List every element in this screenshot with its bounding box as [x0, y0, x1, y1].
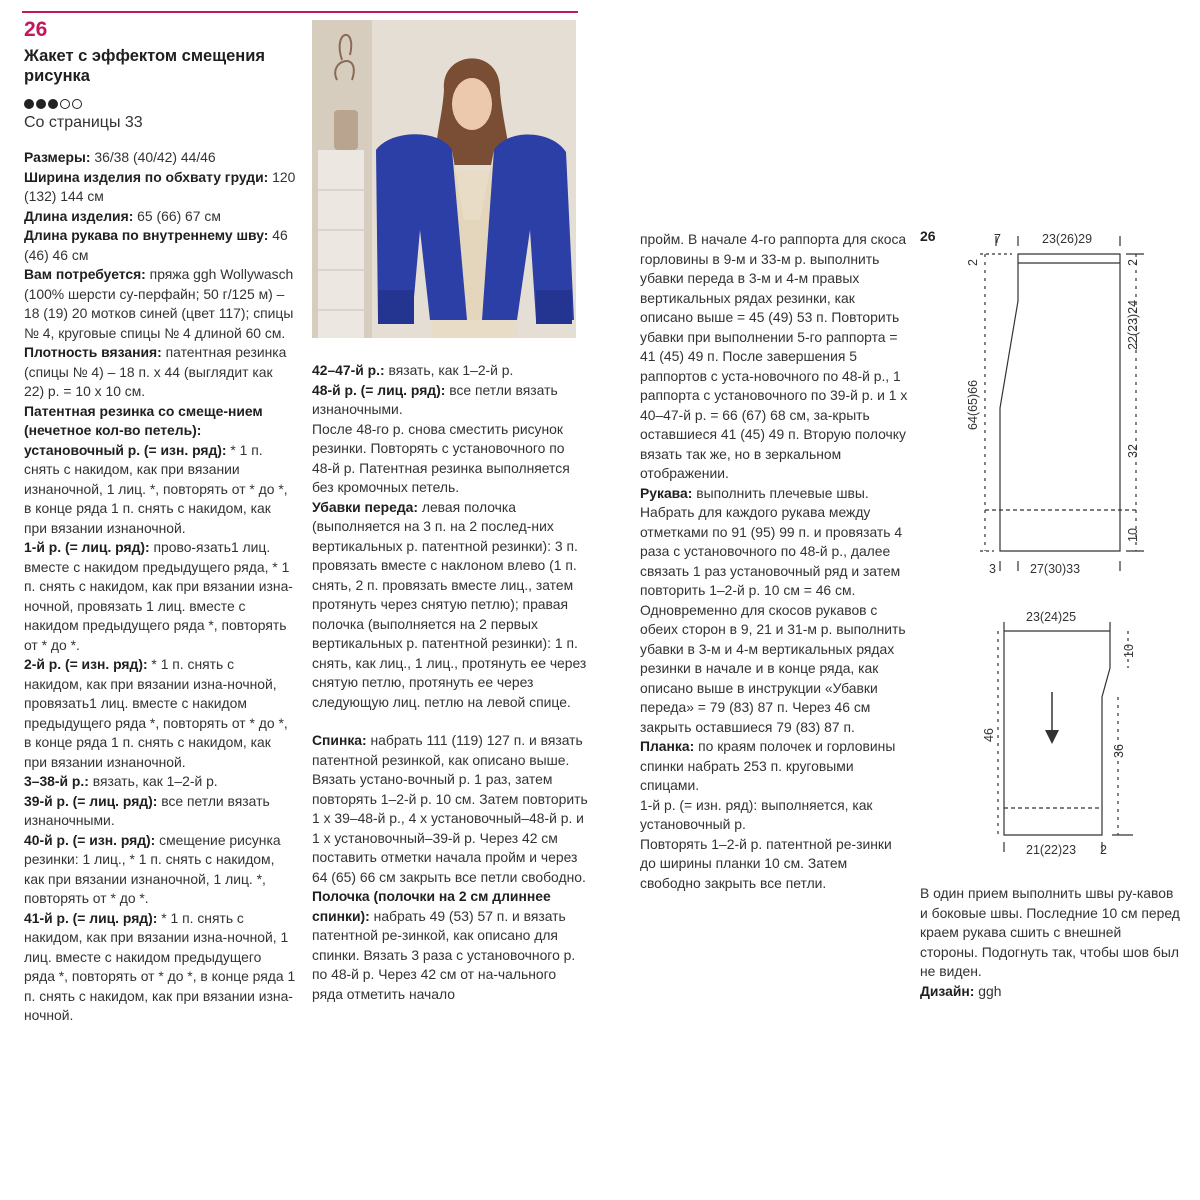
difficulty-dot-filled-icon — [24, 99, 34, 109]
bottom-left-label: 3 — [989, 562, 996, 576]
instruction-heading: Длина изделия: — [24, 207, 134, 224]
top-width-label: 23(26)29 — [1042, 232, 1093, 246]
instruction-text: набрать 49 (53) 57 п. и вязать патентной ре-зинкой, как описано для спинки. Вязать 3 раза с установочного р. по 48-й р. Через 42 см от на-чального ряда отметить начало — [312, 907, 576, 1002]
instruction-text: 65 (66) 67 см — [133, 207, 221, 224]
arrow-down-icon — [1042, 690, 1062, 746]
instruction-text: патентная резинка (спицы № 4) – 18 п. х 44 (выглядит как 22) р. = 10 х 10 см. — [24, 344, 287, 399]
paragraph-spacer — [312, 712, 588, 731]
instructions-column-2 — [312, 361, 588, 1004]
difficulty-dot-filled-icon — [36, 99, 46, 109]
instruction-heading: 41-й р. (= лиц. ряд): — [24, 909, 158, 926]
instruction-text: 36/38 (40/42) 44/46 — [90, 149, 216, 165]
instruction-paragraph — [24, 207, 296, 227]
difficulty-dot-filled-icon — [48, 99, 58, 109]
instruction-paragraph — [312, 420, 588, 498]
instruction-paragraph — [920, 884, 1182, 982]
sleeve-side-length-label: 36 — [1112, 744, 1126, 758]
instruction-heading: Убавки переда: — [312, 498, 418, 515]
instruction-heading: 2-й р. (= изн. ряд): — [24, 656, 148, 672]
instruction-text: левая полочка (выполняется на 3 п. на 2 послед-них вертикальных р. патентной резинки): 3 п. провязать вместе с наклоном влево (1 п. снять, 2 п. провязать вместе лиц., затем протянуть через снятую петлю); правая полочка (выполняется на 2 первых вертикальных р. патентной резинки): 1 п. снять, как лиц., 1 лиц., протянуть ее через снятую петлю, протянуть ее через следующую лиц. петлю на левой спице. — [312, 498, 587, 710]
instruction-text: вязать, как 1–2-й р. — [384, 362, 514, 378]
instruction-text: ggh — [974, 982, 1002, 999]
instruction-paragraph — [312, 887, 588, 1004]
sleeve-schematic-drawing — [968, 602, 1168, 862]
instruction-paragraph — [24, 538, 296, 655]
instruction-text: смещение рисунка резинки: 1 лиц., * 1 п. снять с накидом, как при вязании изнаночной, 1 лиц. *, повторять от * до *. — [24, 831, 281, 906]
instruction-text: В один прием выполнить швы ру-кавов и боковые швы. Последние 10 см перед краем рукава сшить с внешней стороны. Подогнуть так, чтобы шов был не виден. — [920, 885, 1180, 979]
page-reference: Со страницы 33 — [24, 114, 143, 131]
total-length-label: 64(65)66 — [966, 379, 980, 430]
instruction-paragraph — [640, 737, 908, 796]
instruction-heading: Длина рукава по внутреннему шву: — [24, 227, 269, 243]
instruction-paragraph — [24, 792, 296, 831]
difficulty-rating — [24, 96, 84, 108]
instruction-paragraph — [640, 484, 908, 738]
instructions-column-3 — [640, 230, 908, 893]
instruction-paragraph — [24, 772, 296, 792]
instruction-paragraph — [640, 796, 908, 835]
instruction-heading: Дизайн: — [920, 982, 975, 999]
instruction-heading: 3–38-й р.: — [24, 773, 89, 789]
instruction-text: выполнить плечевые швы. Набрать для каждого рукава между отметками по 91 (95) 99 п. и провязать 4 раза с установочного по 48-й р., далее связать 1 раз установочный ряд и затем повторить 1–2-й р. 10 см = 46 см. Одновременно для скосов рукавов с обеих сторон в 9, 21 и 31-м р. выполнить убавки в 3-м и 4-м вертикальных рядах резинки в начале и в конце ряда, как описано выше в инструкции «Убавки переда» = 79 (83) 87 п. Через 46 см закрыть оставшиеся 79 (83) 87 п. — [640, 484, 906, 735]
sleeve-top-width-label: 23(24)25 — [1026, 610, 1077, 624]
difficulty-dot-empty-icon — [72, 99, 82, 109]
rib-depth-label: 10 — [1126, 528, 1140, 542]
instruction-paragraph — [312, 381, 588, 420]
armhole-depth-label: 22(23)24 — [1126, 299, 1140, 350]
instruction-text: * 1 п. снять с накидом, как при вязании изнаночной, 1 лиц. *, повторять от * до *, в конце ряда 1 п. снять с накидом, как при вязании изнаночной. — [24, 441, 288, 536]
instruction-heading: Рукава: — [640, 484, 693, 501]
sleeve-bottom-width-label: 21(22)23 — [1026, 843, 1077, 857]
schematic-number: 26 — [920, 228, 936, 244]
instruction-text: 1-й р. (= изн. ряд): выполняется, как установочный р. — [640, 796, 873, 832]
instruction-paragraph — [920, 982, 1182, 1002]
instruction-paragraph — [24, 343, 296, 402]
instruction-heading: Спинка: — [312, 732, 367, 748]
instruction-paragraph — [24, 226, 296, 265]
instruction-text: все петли вязать изнаночными. — [312, 381, 558, 417]
instruction-paragraph — [24, 265, 296, 343]
instruction-heading: Патентная резинка со смеще-нием (нечетное кол-во петель): установочный р. (= изн. ряд): — [24, 402, 263, 458]
instruction-text: по краям полочек и горловины спинки набрать 253 п. круговыми спицами. — [640, 738, 896, 793]
top-right-small-label: 2 — [1126, 259, 1140, 266]
top-left-small-label: 2 — [966, 259, 980, 266]
instruction-text: 46 (46) 46 см — [24, 227, 288, 263]
instruction-text: * 1 п. снять с накидом, как при вязании изна-ночной, 1 лиц. вместе с накидом предыдущего ряда *, повторять от * до *, в конце ряда 1 п. снять с накидом, как при вязании изна-ночной. — [24, 909, 296, 1023]
instructions-column-1 — [24, 148, 296, 1026]
assembly-notes — [920, 884, 1182, 1001]
instruction-heading: Плотность вязания: — [24, 344, 162, 360]
model-photo — [312, 20, 576, 338]
instruction-text: Повторять 1–2-й р. патентной ре-зинки до ширины планки 10 см. Затем свободно закрыть все петли. — [640, 835, 892, 891]
bottom-width-label: 27(30)33 — [1030, 562, 1081, 576]
sleeve-top-right-label: 10 — [1122, 644, 1136, 658]
instruction-heading: 40-й р. (= изн. ряд): — [24, 831, 156, 848]
instruction-paragraph — [24, 168, 296, 207]
pattern-number: 26 — [24, 18, 48, 41]
instruction-text: прово-язать1 лиц. вместе с накидом предыдущего ряда, * 1 п. снять с накидом, как при вязании изна-ночной, провязать 1 лиц. вместе с накидом предыдущего ряда *, повторять от * до *. — [24, 539, 293, 653]
neck-width-label: 7 — [994, 232, 1001, 246]
instruction-paragraph — [640, 230, 908, 484]
page-title: Жакет с эффектом смещения рисунка — [24, 47, 266, 85]
instruction-heading: Полочка (полочки на 2 см длиннее спинки): — [312, 888, 551, 924]
instruction-heading: 48-й р. (= лиц. ряд): — [312, 381, 446, 398]
instruction-text: После 48-го р. снова сместить рисунок резинки. Повторять с установочного по 48-й р. Патентная резинка выполняется без кромочных петель. — [312, 420, 570, 495]
instruction-text: * 1 п. снять с накидом, как при вязании изна-ночной, провязать1 лиц. вместе с накидом предыдущего ряда *, повторять от * до *, в конце ряда 1 п. снять с накидом, как при вязании изнаночной. — [24, 656, 288, 770]
instruction-paragraph — [24, 909, 296, 1026]
instruction-paragraph — [24, 831, 296, 909]
instruction-heading: 42–47-й р.: — [312, 362, 385, 378]
sleeve-length-label: 46 — [982, 728, 996, 742]
instruction-paragraph — [24, 148, 296, 168]
instruction-heading: Размеры: — [24, 149, 91, 165]
side-length-label: 32 — [1126, 444, 1140, 458]
sleeve-bottom-small-label: 2 — [1100, 843, 1107, 857]
instruction-text: 120 (132) 144 см — [24, 168, 296, 204]
header-accent-line — [22, 11, 578, 13]
instruction-paragraph — [24, 655, 296, 772]
instruction-heading: Вам потребуется: — [24, 266, 146, 282]
instruction-paragraph — [312, 361, 588, 381]
instruction-heading: Ширина изделия по обхвату груди: — [24, 168, 269, 185]
instruction-paragraph — [312, 731, 588, 887]
instruction-text: набрать 111 (119) 127 п. и вязать патентной резинкой, как описано выше. Вязать устано-вочный р. 1 раз, затем повторять 1–2-й р. 10 см. Затем повторить 1 х 39–48-й р., 4 х установочный–48-й р. и 1 х установочный–39-й р. Через 42 см поставить отметки начала пройм и через 64 (65) 66 см закрыть все петли свободно. — [312, 732, 588, 885]
instruction-text: пряжа ggh Wollywasch (100% шерсти су-перфайн; 50 г/125 м) – 18 (19) 20 мотков синей (цвет 117); спицы № 4, круговые спицы № 4 длиной 60 см. — [24, 266, 294, 341]
instruction-paragraph — [640, 835, 908, 894]
instruction-heading: 39-й р. (= лиц. ряд): — [24, 792, 158, 809]
instruction-paragraph — [312, 498, 588, 713]
instruction-heading: Планка: — [640, 738, 695, 754]
instruction-heading: 1-й р. (= лиц. ряд): — [24, 539, 150, 555]
instruction-text: вязать, как 1–2-й р. — [88, 773, 218, 789]
sleeve-schematic — [968, 602, 1168, 862]
difficulty-dot-empty-icon — [60, 99, 70, 109]
instruction-paragraph — [24, 402, 296, 539]
instruction-text: все петли вязать изнаночными. — [24, 792, 270, 828]
instruction-text: пройм. В начале 4-го раппорта для скоса горловины в 9-м и 33-м р. выполнить убавки переда в 3-м и 4-м правых вертикальных рядах резинки, как описано выше = 45 (49) 53 п. Повторить убавки при выполнении 5-го раппорта = 41 (45) 49 п. После завершения 5 раппортов с уста-новочного по 48-й р., 1 раппорта с установочного по 39-й р. и 1 х 40–47-й р. = 66 (67) 68 см, за-крыть оставшиеся 41 (45) 49 п. Вторую полочку вязать так же, но в зеркальном отображении. — [640, 231, 908, 481]
body-schematic — [940, 226, 1190, 586]
